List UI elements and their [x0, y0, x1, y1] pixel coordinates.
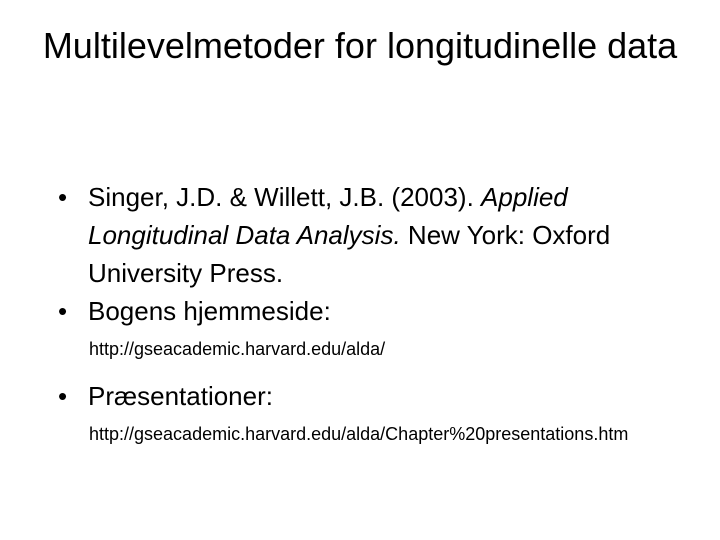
book-website-url[interactable]: http://gseacademic.harvard.edu/alda/ [89, 339, 386, 359]
presentations-url[interactable]: http://gseacademic.harvard.edu/alda/Chapter%20presentations.htm [89, 424, 629, 444]
reference-book-title: Applied Longitudinal Data Analysis. [88, 182, 568, 250]
reference-publisher: New York: Oxford University Press. [88, 220, 611, 288]
presentations-label: Præsentationer: [88, 381, 273, 411]
bullet-presentations [58, 377, 678, 415]
bullet-marker: • [58, 296, 68, 326]
reference-authors: Singer, J.D. & Willett, J.B. (2003). [88, 182, 482, 212]
slide-title: Multilevelmetoder for longitudinelle data [42, 25, 678, 66]
bullet-marker: • [58, 182, 68, 212]
slide-body [58, 178, 678, 448]
bullet-reference [58, 178, 678, 292]
bullet-marker: • [58, 381, 68, 411]
bullet-book-website [58, 292, 678, 330]
book-website-label: Bogens hjemmeside: [88, 296, 331, 326]
